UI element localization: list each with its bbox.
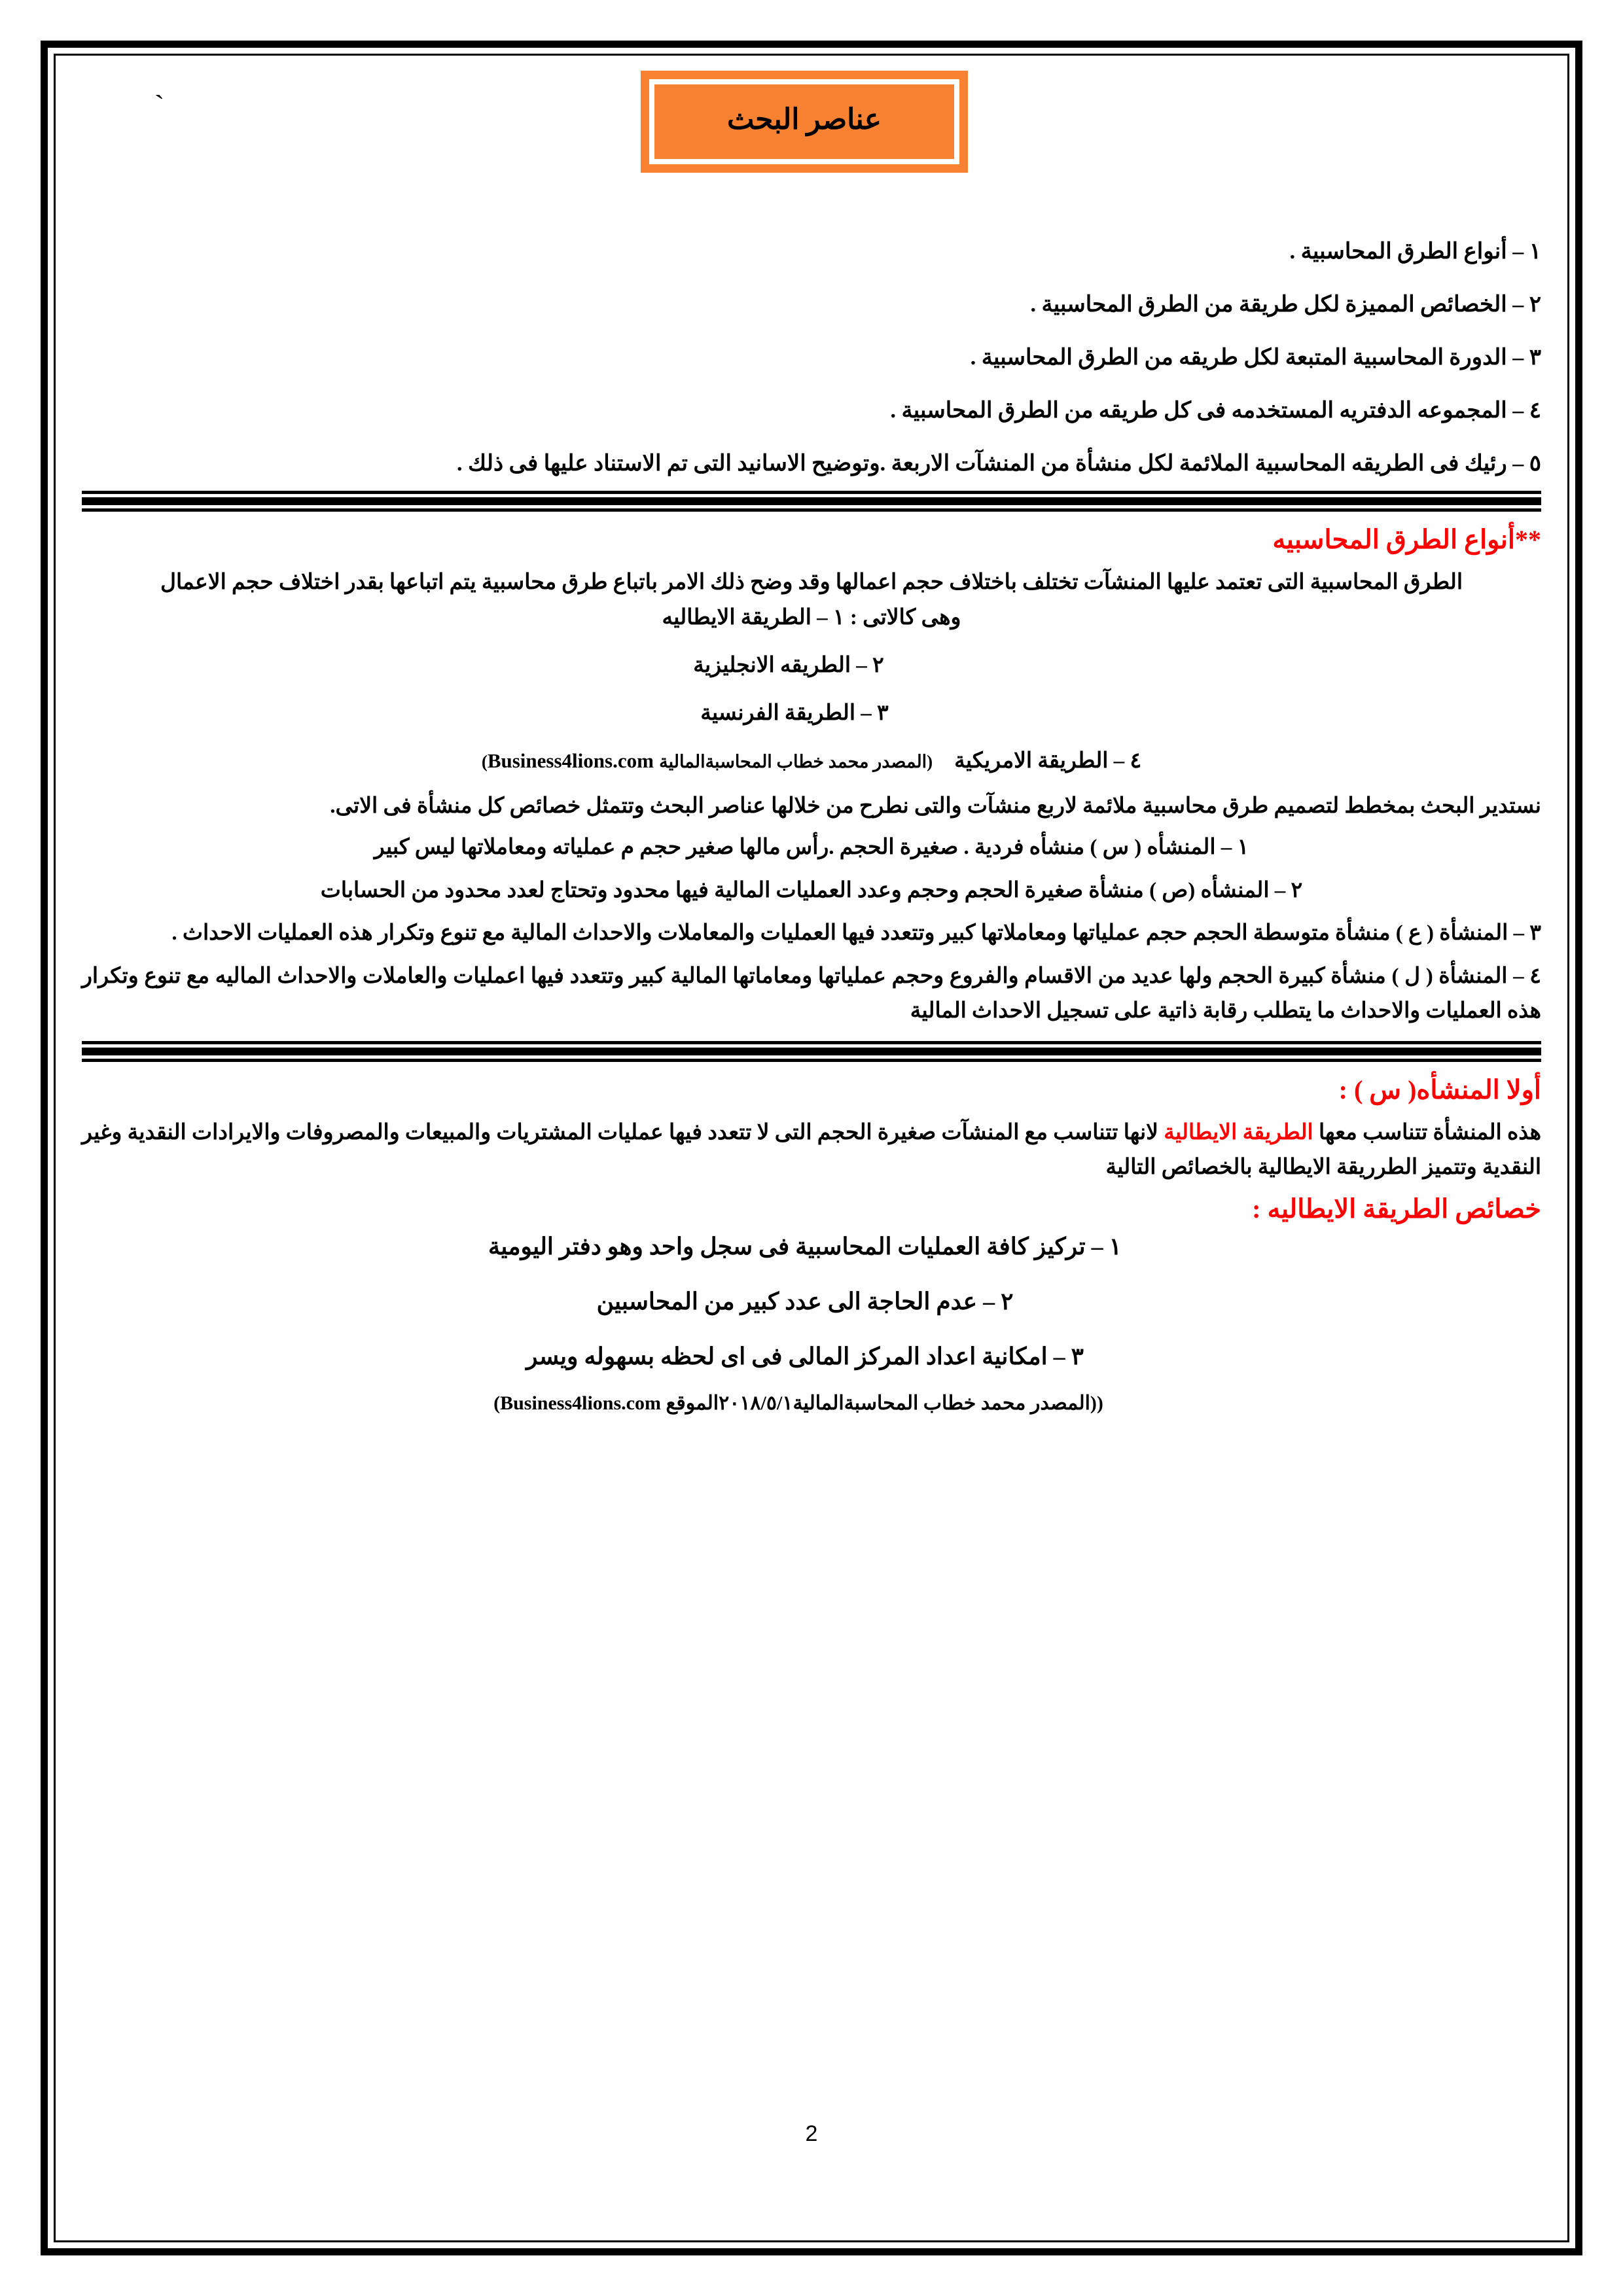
method-item-2: ٢ – الطريقه الانجليزية bbox=[693, 653, 884, 677]
section-heading-first-entity: أولا المنشأه( س ) : bbox=[1338, 1074, 1541, 1104]
highlighted-method-name: الطريقة الايطالية bbox=[1164, 1120, 1313, 1144]
feature-list-item: ٣ – امكانية اعداد المركز المالى فى اى لحظه بسهوله ويسر bbox=[526, 1343, 1084, 1370]
list-item: ٤ – المجموعه الدفتريه المستخدمه فى كل طريقه من الطرق المحاسبية . bbox=[890, 398, 1541, 423]
list-item: ١ – أنواع الطرق المحاسبية . bbox=[1289, 239, 1541, 264]
stray-tick-mark: ` bbox=[154, 90, 165, 119]
methods-list-line-4 bbox=[82, 751, 1541, 772]
methods-intro-paragraph: الطرق المحاسبية التى تعتمد عليها المنشآت تختلف باختلاف حجم اعمالها وقد وضح ذلك الامر باتباع طرق محاسبية يتم اتباعها بقدر اختلاف حجم الاعمال bbox=[160, 571, 1463, 595]
first-entity-paragraph bbox=[82, 1116, 1541, 1186]
section-divider bbox=[82, 1041, 1541, 1062]
title-banner-wrapper bbox=[82, 65, 1541, 173]
section-heading-methods: **أنواع الطرق المحاسبيه bbox=[1272, 525, 1541, 555]
title-banner-inner-border bbox=[649, 79, 959, 164]
paragraph-text-after: لانها تتناسب مع المنشآت صغيرة الحجم التى لا تتعدد فيها عمليات المشتريات والمبيعات والمصروفات والايرادات النقدية وغير النقدية وتتميز الطرريقة الايطالية بالخصائص التالية bbox=[82, 1120, 1541, 1180]
method-source-close-paren: ) bbox=[481, 751, 488, 771]
method-item-3: ٣ – الطريقة الفرنسية bbox=[700, 701, 889, 725]
entity-description: ٢ – المنشأه (ص ) منشأة صغيرة الحجم وحجم وعدد العمليات المالية فيها محدود وتحتاج لعدد محدود من الحسابات bbox=[320, 878, 1303, 902]
methods-list-line-1 bbox=[82, 607, 1541, 629]
page-title: عناصر البحث bbox=[726, 103, 882, 135]
research-elements-list bbox=[82, 241, 1541, 475]
method-item-1: ١ – الطريقة الايطاليه bbox=[662, 605, 845, 629]
footer-source-citation: ((المصدر محمد خطاب المحاسبةالمالية٢٠١٨/٥/١الموقع Business4lions.com) bbox=[493, 1392, 1103, 1415]
paragraph-text-before: هذه المنشأة تتناسب معها bbox=[1313, 1120, 1541, 1144]
list-item: ٥ – رئيك فى الطريقه المحاسبية الملائمة لكل منشأة من المنشآت الاربعة .وتوضيح الاسانيد التى تم الاستناد عليها فى ذلك . bbox=[456, 451, 1541, 476]
feature-list-item: ٢ – عدم الحاجة الى عدد كبير من المحاسبين bbox=[596, 1288, 1014, 1315]
page-number: 2 bbox=[805, 2121, 818, 2146]
title-banner bbox=[641, 71, 968, 173]
methods-list-lead: وهى كالاتى : bbox=[844, 605, 961, 629]
entity-description: ٣ – المنشأة ( ع ) منشأة متوسطة الحجم حجم عملياتها ومعاملاتها كبير وتتعدد فيها العمليات والمعاملات والاحداث المالية مع تنوع وتكرار هذه العمليات الاحداث . bbox=[171, 921, 1541, 945]
methods-list-line-3 bbox=[82, 703, 1541, 724]
entity-description: ٤ – المنشأة ( ل ) منشأة كبيرة الحجم ولها عديد من الاقسام والفروع وحجم عملياتها ومعاماتها المالية كبير وتتعدد فيها اعمليات والعاملات والاحداث الماليه مع تنوع وتكرار هذه العمليات والاحداث ما يتطلب رقابة ذاتية على تسجيل الاحداث المالية bbox=[82, 964, 1541, 1023]
entity-description: ١ – المنشأه ( س ) منشأه فردية . صغيرة الحجم .رأس مالها صغير حجم م عملياته ومعاملاتها ليس كبير bbox=[374, 836, 1249, 860]
section-heading-italian-features: خصائص الطريقة الايطاليه : bbox=[1252, 1194, 1541, 1224]
list-item: ٢ – الخصائص المميزة لكل طريقة من الطرق المحاسبية . bbox=[1030, 292, 1541, 317]
list-item: ٣ – الدورة المحاسبية المتبعة لكل طريقه من الطرق المحاسبية . bbox=[970, 345, 1541, 370]
method-source-arabic: (المصدر محمد خطاب المحاسبةالمالية bbox=[659, 751, 933, 771]
document-body bbox=[82, 65, 1541, 2231]
method-item-4: ٤ – الطريقة الامريكية bbox=[954, 749, 1142, 773]
method-source-url: Business4lions.com bbox=[487, 749, 654, 772]
methods-list-line-2 bbox=[82, 655, 1541, 677]
section-divider bbox=[82, 491, 1541, 512]
research-design-paragraph: نستدير البحث بمخطط لتصميم طرق محاسبية ملائمة لاربع منشآت والتى نطرح من خلالها عناصر البحث وتتمثل خصائص كل منشأة فى الاتى. bbox=[330, 794, 1541, 818]
feature-list-item: ١ – تركيز كافة العمليات المحاسبية فى سجل واحد وهو دفتر اليومية bbox=[488, 1233, 1122, 1260]
